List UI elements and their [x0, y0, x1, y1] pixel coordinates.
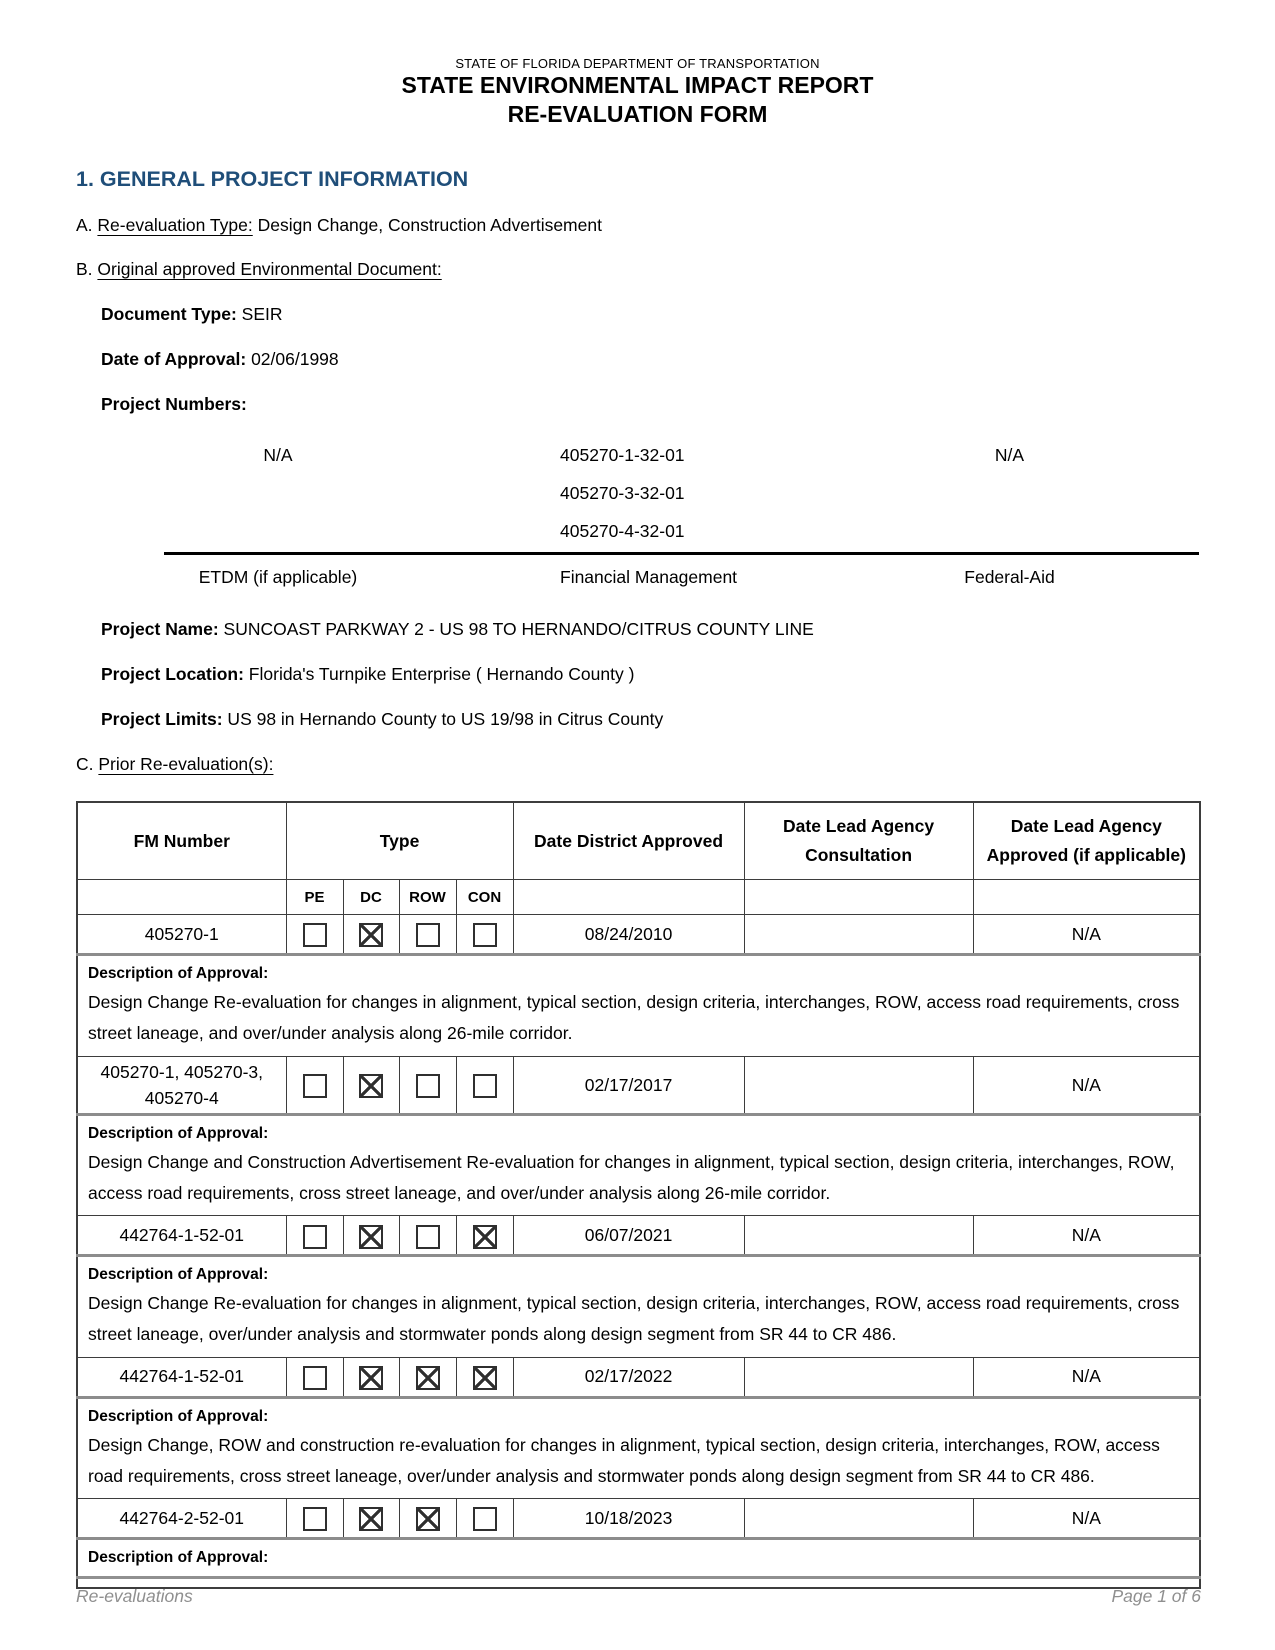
table-header-row [77, 802, 1200, 880]
project-name-value: SUNCOAST PARKWAY 2 - US 98 TO HERNANDO/CITRUS COUNTY LINE [218, 619, 814, 640]
federal-aid-caption: Federal-Aid [964, 567, 1055, 588]
row-checkbox [416, 1507, 440, 1531]
project-numbers-captions [76, 567, 1199, 588]
financial-management-caption: Financial Management [560, 567, 738, 588]
empty-cell [77, 880, 286, 915]
con-checkbox-cell [456, 1357, 513, 1397]
reevaluation-type-line [76, 214, 1199, 237]
fm-number-value: 405270-3-32-01 [560, 483, 685, 504]
date-district-approved-cell: 02/17/2017 [513, 1056, 744, 1115]
con-checkbox [473, 1366, 497, 1390]
date-lead-agency-consultation-cell [744, 1357, 973, 1397]
description-row [77, 1397, 1200, 1498]
pe-checkbox [303, 923, 327, 947]
project-numbers-line [101, 393, 1199, 416]
item-c-prefix: C. [76, 753, 99, 774]
table-subheader-row [77, 880, 1200, 915]
reevaluation-type-value: Design Change, Construction Advertisement [252, 214, 602, 235]
pe-checkbox-cell [286, 915, 343, 955]
description-of-approval-label: Description of Approval: [88, 1125, 269, 1143]
document-title-line1: STATE ENVIRONMENTAL IMPACT REPORT [401, 72, 874, 98]
row-checkbox-cell [399, 1216, 456, 1256]
con-checkbox [473, 923, 497, 947]
reevaluation-type-label: Re-evaluation Type: [97, 214, 253, 235]
fm-number-value: 405270-1-32-01 [560, 445, 685, 466]
dc-checkbox-cell [343, 1498, 399, 1538]
empty-cell [744, 880, 973, 915]
con-checkbox-cell [456, 915, 513, 955]
pe-column-header: PE [286, 880, 343, 915]
section-1-heading: 1. GENERAL PROJECT INFORMATION [76, 166, 469, 191]
footer-page-number: Page 1 of 6 [1111, 1586, 1201, 1606]
date-district-approved-header: Date District Approved [513, 802, 744, 880]
dc-checkbox [359, 1225, 383, 1249]
project-numbers-divider [164, 552, 1199, 555]
item-b-prefix: B. [76, 259, 98, 280]
prior-reevaluations-line [76, 753, 1199, 776]
empty-cell [513, 880, 744, 915]
date-lead-agency-approved-cell: N/A [973, 1357, 1200, 1397]
table-row [77, 1357, 1200, 1397]
dc-checkbox-cell [343, 915, 399, 955]
table-row [77, 915, 1200, 955]
pe-checkbox-cell [286, 1498, 343, 1538]
empty-cell [973, 880, 1200, 915]
date-lead-agency-consultation-cell [744, 915, 973, 955]
date-lead-agency-approved-cell: N/A [973, 1216, 1200, 1256]
fm-number-cell: 405270-1 [77, 915, 286, 955]
con-checkbox-cell [456, 1056, 513, 1115]
date-lead-agency-approved-cell: N/A [973, 915, 1200, 955]
prior-reevaluations-tbody [77, 915, 1200, 1588]
pe-checkbox-cell [286, 1357, 343, 1397]
row-checkbox-cell [399, 915, 456, 955]
document-type-line [101, 303, 1199, 326]
project-numbers-label: Project Numbers: [101, 393, 247, 414]
dc-checkbox-cell [343, 1216, 399, 1256]
project-name-line [101, 618, 1199, 641]
date-district-approved-cell: 06/07/2021 [513, 1216, 744, 1256]
fm-number-cell: 442764-1-52-01 [77, 1216, 286, 1256]
financial-management-numbers [480, 445, 820, 542]
project-numbers-values [76, 445, 1199, 542]
description-of-approval-text: Design Change and Construction Advertisement Re-evaluation for changes in alignment, typical section, design criteria, interchanges, ROW, access road requirements, cross street laneage, and over/under analysis along 26-mile corridor. [88, 1152, 1175, 1204]
con-checkbox [473, 1074, 497, 1098]
description-row [77, 1256, 1200, 1357]
project-limits-value: US 98 in Hernando County to US 19/98 in Citrus County [222, 708, 664, 729]
fm-number-value: 405270-4-32-01 [560, 521, 685, 542]
dc-checkbox-cell [343, 1056, 399, 1115]
description-cell [77, 1256, 1200, 1357]
date-lead-agency-consultation-header: Date Lead Agency Consultation [744, 802, 973, 880]
agency-name: STATE OF FLORIDA DEPARTMENT OF TRANSPORTATION [455, 56, 820, 71]
description-cell [77, 955, 1200, 1056]
description-of-approval-label: Description of Approval: [88, 1407, 269, 1425]
row-checkbox [416, 1074, 440, 1098]
description-of-approval-label: Description of Approval: [88, 1548, 269, 1566]
row-checkbox-cell [399, 1357, 456, 1397]
document-type-label: Document Type: [101, 304, 237, 324]
dc-checkbox [359, 923, 383, 947]
dc-checkbox [359, 1366, 383, 1390]
project-location-label: Project Location: [101, 664, 244, 684]
description-cell [77, 1115, 1200, 1216]
project-name-label: Project Name: [101, 619, 219, 640]
date-lead-agency-approved-header: Date Lead Agency Approved (if applicable) [973, 802, 1200, 880]
date-district-approved-cell: 10/18/2023 [513, 1498, 744, 1538]
dc-column-header: DC [343, 880, 399, 915]
pe-checkbox [303, 1074, 327, 1098]
date-of-approval-value: 02/06/1998 [246, 348, 339, 369]
dc-checkbox-cell [343, 1357, 399, 1397]
table-row [77, 1056, 1200, 1115]
date-lead-agency-consultation-cell [744, 1498, 973, 1538]
fm-number-cell: 442764-1-52-01 [77, 1357, 286, 1397]
con-checkbox [473, 1225, 497, 1249]
document-type-value: SEIR [236, 304, 283, 324]
date-district-approved-cell: 02/17/2022 [513, 1357, 744, 1397]
description-row [77, 1115, 1200, 1216]
row-checkbox-cell [399, 1056, 456, 1115]
prior-reevaluations-table [76, 801, 1201, 1589]
row-checkbox [416, 1225, 440, 1249]
project-location-value: Florida's Turnpike Enterprise ( Hernando County ) [243, 664, 635, 684]
fm-number-cell: 442764-2-52-01 [77, 1498, 286, 1538]
project-limits-label: Project Limits: [101, 708, 223, 729]
row-column-header: ROW [399, 880, 456, 915]
con-checkbox-cell [456, 1498, 513, 1538]
description-of-approval-text: Design Change Re-evaluation for changes in alignment, typical section, design criteria, interchanges, ROW, access road requirements, cross street laneage, and over/under analysis along 26-mile corridor. [88, 992, 1180, 1044]
prior-reevaluations-label: Prior Re-evaluation(s): [98, 753, 274, 774]
date-of-approval-label: Date of Approval: [101, 348, 247, 369]
original-document-label: Original approved Environmental Document: [97, 259, 442, 280]
page-footer [76, 1576, 1201, 1607]
description-of-approval-text: Design Change, ROW and construction re-evaluation for changes in alignment, typical section, design criteria, interchanges, ROW, access road requirements, cross street laneage, over/under analysis and stormwater ponds along design segment from SR 44 to CR 486. [88, 1434, 1160, 1486]
dc-checkbox [359, 1074, 383, 1098]
date-lead-agency-consultation-cell [744, 1216, 973, 1256]
etdm-value: N/A [263, 445, 293, 466]
dc-checkbox [359, 1507, 383, 1531]
type-header: Type [286, 802, 513, 880]
pe-checkbox [303, 1225, 327, 1249]
pe-checkbox [303, 1366, 327, 1390]
con-column-header: CON [456, 880, 513, 915]
table-row [77, 1498, 1200, 1538]
fm-number-cell: 405270-1, 405270-3, 405270-4 [77, 1056, 286, 1115]
description-row [77, 955, 1200, 1056]
description-of-approval-text: Design Change Re-evaluation for changes in alignment, typical section, design criteria, interchanges, ROW, access road requirements, cross street laneage, over/under analysis and stormwater ponds along design segment from SR 44 to CR 486. [88, 1293, 1180, 1345]
item-a-prefix: A. [76, 214, 98, 235]
date-district-approved-cell: 08/24/2010 [513, 915, 744, 955]
date-lead-agency-approved-cell: N/A [973, 1498, 1200, 1538]
footer-document-name: Re-evaluations [76, 1586, 193, 1606]
row-checkbox [416, 1366, 440, 1390]
pe-checkbox-cell [286, 1056, 343, 1115]
row-checkbox [416, 923, 440, 947]
description-of-approval-label: Description of Approval: [88, 965, 269, 983]
row-checkbox-cell [399, 1498, 456, 1538]
con-checkbox [473, 1507, 497, 1531]
pe-checkbox-cell [286, 1216, 343, 1256]
fm-number-header: FM Number [77, 802, 286, 880]
pe-checkbox [303, 1507, 327, 1531]
date-lead-agency-approved-cell: N/A [973, 1056, 1200, 1115]
federal-aid-value: N/A [994, 445, 1025, 466]
document-title-line2: RE-EVALUATION FORM [507, 100, 768, 127]
description-of-approval-label: Description of Approval: [88, 1266, 269, 1284]
con-checkbox-cell [456, 1216, 513, 1256]
table-row [77, 1216, 1200, 1256]
date-of-approval-line [101, 348, 1199, 371]
date-lead-agency-consultation-cell [744, 1056, 973, 1115]
document-header [76, 56, 1199, 129]
project-location-line [101, 663, 1199, 686]
project-limits-line [101, 708, 1199, 731]
original-document-line [76, 258, 1199, 281]
description-cell [77, 1397, 1200, 1498]
etdm-caption: ETDM (if applicable) [198, 567, 358, 588]
